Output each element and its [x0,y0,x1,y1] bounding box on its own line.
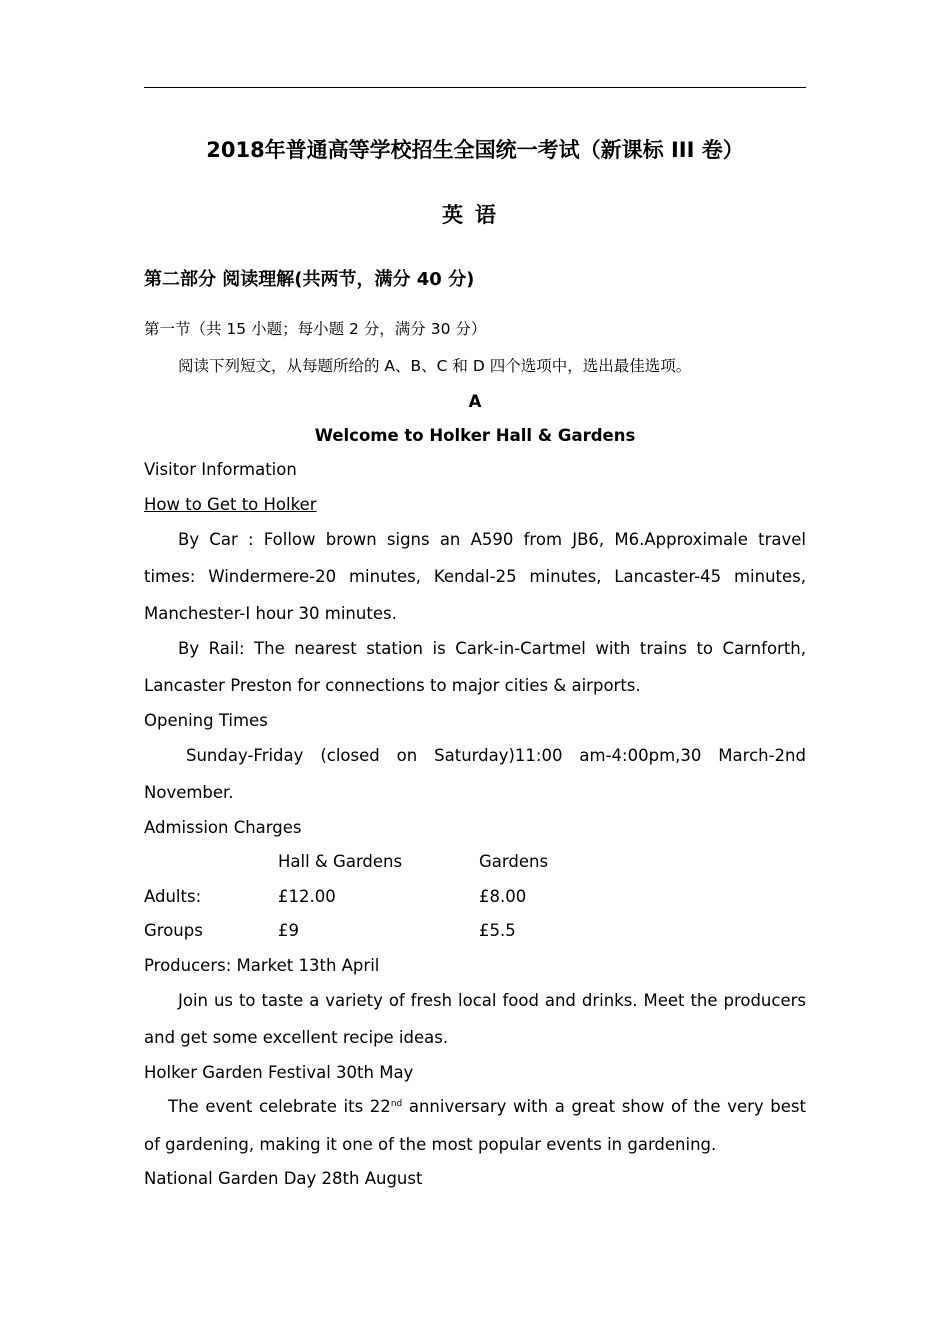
festival-line-1 [168,1097,806,1117]
table-header-hall-gardens: Hall & Gardens [278,852,403,871]
exam-title: 2018年普通高等学校招生全国统一考试（新课标 III 卷） [206,138,744,162]
producers-line-1: Join us to taste a variety of fresh local food and drinks. Meet the producers [178,991,806,1010]
producers-heading: Producers: Market 13th April [144,956,380,975]
table-cell-price: £5.5 [479,921,516,940]
opening-line-1: Sunday-Friday (closed on Saturday)11:00 am-4:00pm,30 March-2nd [186,746,806,765]
opening-line-2: November. [144,783,234,802]
part-heading: 第二部分 阅读理解(共两节，满分 40 分) [144,269,475,290]
by-rail-line-2: Lancaster Preston for connections to major cities & airports. [144,676,641,695]
national-day-heading: National Garden Day 28th August [144,1169,423,1188]
passage-label: A [468,392,482,411]
by-car-line-3: Manchester-I hour 30 minutes. [144,604,397,623]
instructions: 阅读下列短文，从每题所给的 A、B、C 和 D 四个选项中，选出最佳选项。 [178,357,692,375]
admission-heading: Admission Charges [144,818,302,837]
table-cell-price: £12.00 [278,887,336,906]
how-to-get-heading: How to Get to Holker [144,495,317,514]
visitor-info-heading: Visitor Information [144,460,297,479]
by-rail-line-1: By Rail: The nearest station is Cark-in-Cartmel with trains to Carnforth, [178,639,806,658]
table-cell-price: £8.00 [479,887,527,906]
festival-line-2: of gardening, making it one of the most popular events in gardening. [144,1135,717,1154]
ordinal-suffix: nd [390,1099,403,1109]
producers-line-2: and get some excellent recipe ideas. [144,1028,449,1047]
by-car-line-2: times: Windermere-20 minutes, Kendal-25 minutes, Lancaster-45 minutes, [144,567,806,586]
passage-title: Welcome to Holker Hall & Gardens [314,426,636,445]
by-car-line-1: By Car : Follow brown signs an A590 from JB6, M6.Approximale travel [178,530,806,549]
festival-text-post: anniversary with a great show of the very best [402,1097,807,1116]
table-cell-category: Groups [144,921,203,940]
header-rule [144,87,806,88]
table-header-gardens: Gardens [479,852,549,871]
table-cell-price: £9 [278,921,299,940]
festival-text-pre: The event celebrate its 22 [168,1097,391,1116]
festival-heading: Holker Garden Festival 30th May [144,1063,414,1082]
subject-title: 英语 [442,203,508,227]
table-cell-category: Adults: [144,887,202,906]
section-info: 第一节（共 15 小题；每小题 2 分，满分 30 分） [144,320,487,338]
opening-times-heading: Opening Times [144,711,268,730]
